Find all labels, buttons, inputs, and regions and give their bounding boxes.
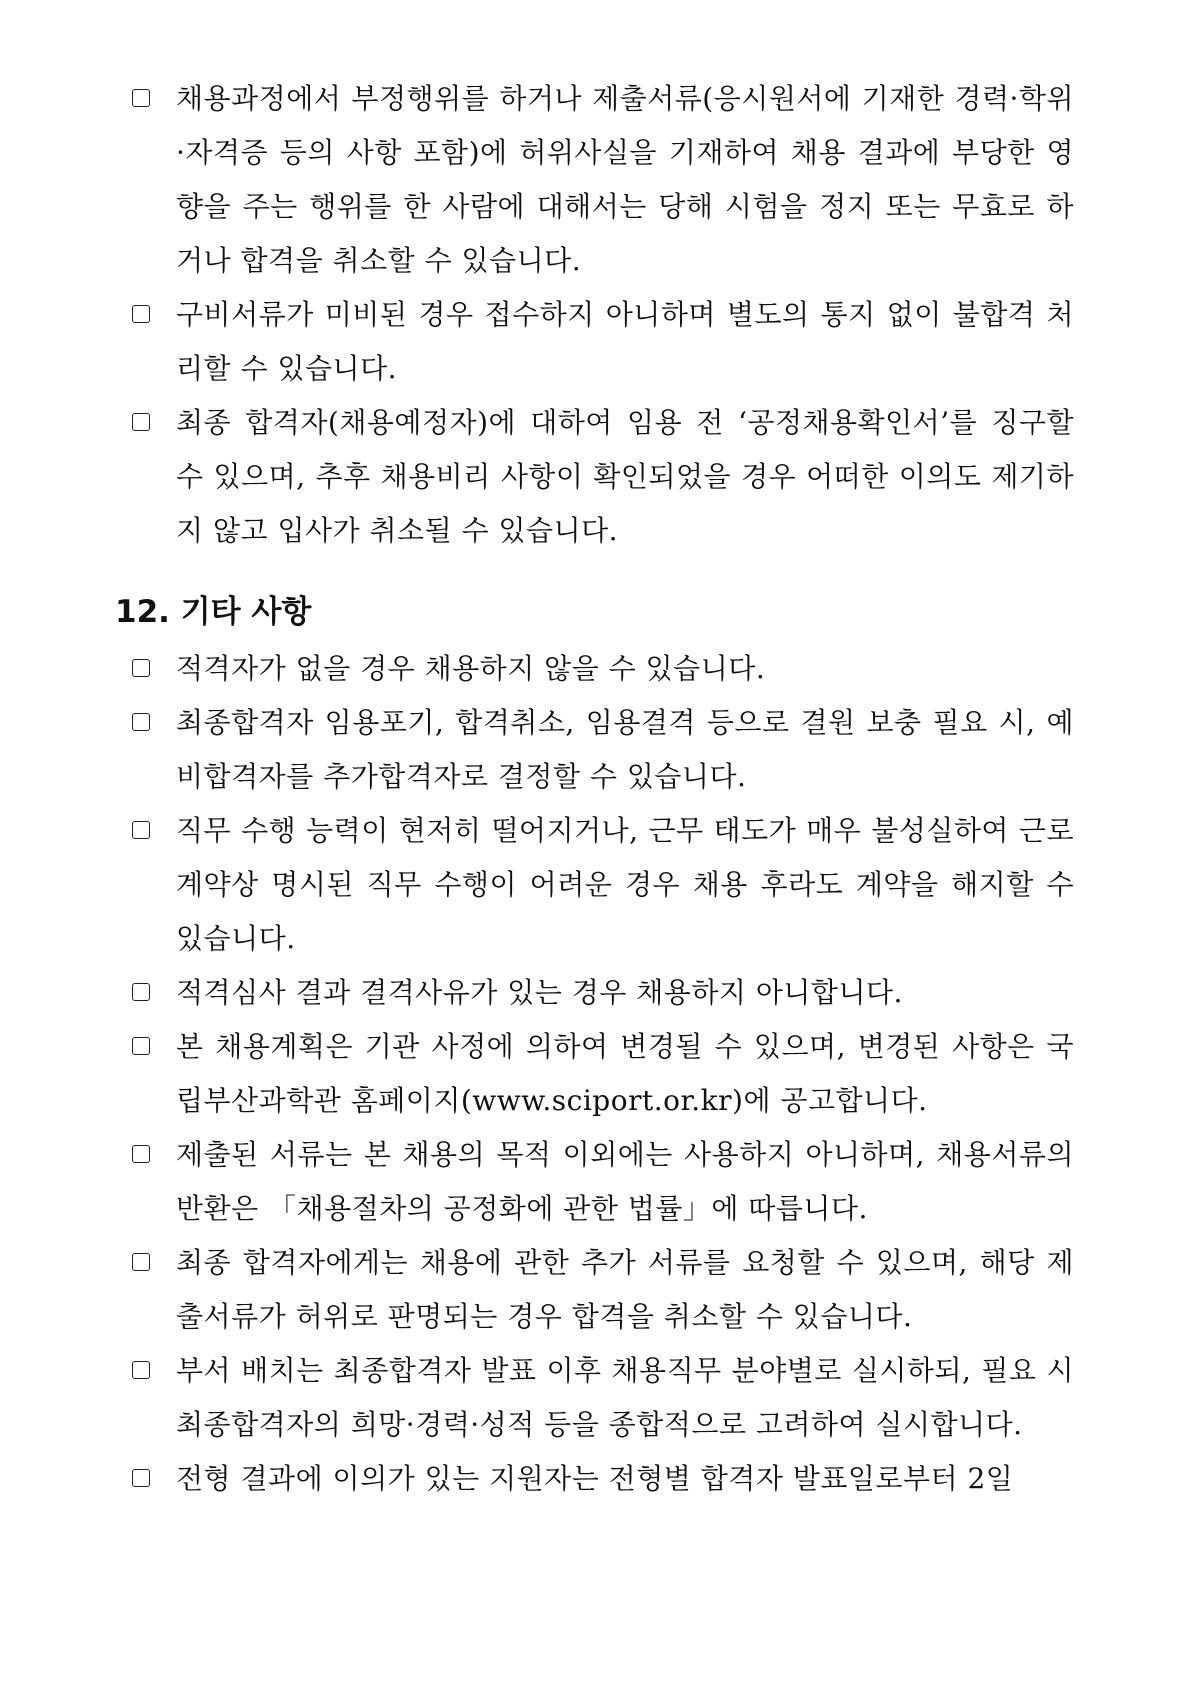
item-text: 제출된 서류는 본 채용의 목적 이외에는 사용하지 아니하며, 채용서류의 반환은 「채용절차의 공정화에 관한 법률」에 따릅니다.: [176, 1138, 1074, 1225]
checkbox-bullet-icon: [132, 1361, 150, 1379]
checkbox-bullet-icon: [132, 89, 150, 107]
item-text: 채용과정에서 부정행위를 하거나 제출서류(응시원서에 기재한 경력·학위·자격증 등의 사항 포함)에 허위사실을 기재하여 채용 결과에 부당한 영향을 주는 행위를 한 사람에 대해서는 당해 시험을 정지 또는 무효로 하거나 합격을 취소할 수 있습니다.: [176, 82, 1074, 277]
item-text: 최종 합격자에게는 채용에 관한 추가 서류를 요청할 수 있으며, 해당 제출서류가 허위로 판명되는 경우 합격을 취소할 수 있습니다.: [176, 1246, 1074, 1333]
list-item: [0, 1452, 1074, 1506]
item-text: 본 채용계획은 기관 사정에 의하여 변경될 수 있으며, 변경된 사항은 국립부산과학관 홈페이지(www.sciport.or.kr)에 공고합니다.: [176, 1030, 1074, 1117]
list-item: [0, 1020, 1074, 1128]
checkbox-bullet-icon: [132, 821, 150, 839]
section-heading: 12. 기타 사항: [115, 594, 312, 630]
item-text: 최종합격자 임용포기, 합격취소, 임용결격 등으로 결원 보충 필요 시, 예비합격자를 추가합격자로 결정할 수 있습니다.: [176, 706, 1074, 793]
notice-list-other-matters: [0, 642, 1190, 1506]
checkbox-bullet-icon: [132, 983, 150, 1001]
checkbox-bullet-icon: [132, 1253, 150, 1271]
checkbox-bullet-icon: [132, 305, 150, 323]
notice-list-top: [0, 72, 1190, 558]
item-text: 직무 수행 능력이 현저히 떨어지거나, 근무 태도가 매우 불성실하여 근로계약상 명시된 직무 수행이 어려운 경우 채용 후라도 계약을 해지할 수 있습니다.: [176, 814, 1074, 955]
list-item: [0, 1344, 1074, 1452]
checkbox-bullet-icon: [132, 1469, 150, 1487]
item-text: 적격심사 결과 결격사유가 있는 경우 채용하지 아니합니다.: [176, 976, 903, 1009]
list-item: [0, 804, 1074, 966]
list-item: [0, 396, 1074, 558]
checkbox-bullet-icon: [132, 1037, 150, 1055]
item-text: 전형 결과에 이의가 있는 지원자는 전형별 합격자 발표일로부터 2일: [176, 1462, 1014, 1495]
list-item: [0, 72, 1074, 288]
list-item: [0, 696, 1074, 804]
list-item: [0, 1236, 1074, 1344]
list-item: [0, 288, 1074, 396]
checkbox-bullet-icon: [132, 1145, 150, 1163]
checkbox-bullet-icon: [132, 713, 150, 731]
item-text: 적격자가 없을 경우 채용하지 않을 수 있습니다.: [176, 652, 766, 685]
list-item: [0, 642, 1074, 696]
item-text: 최종 합격자(채용예정자)에 대하여 임용 전 ‘공정채용확인서’를 징구할 수 있으며, 추후 채용비리 사항이 확인되었을 경우 어떠한 이의도 제기하지 않고 입사가 취소될 수 있습니다.: [176, 406, 1074, 547]
item-text: 부서 배치는 최종합격자 발표 이후 채용직무 분야별로 실시하되, 필요 시 최종합격자의 희망·경력·성적 등을 종합적으로 고려하여 실시합니다.: [176, 1354, 1074, 1441]
list-item: [0, 966, 1074, 1020]
checkbox-bullet-icon: [132, 659, 150, 677]
checkbox-bullet-icon: [132, 413, 150, 431]
list-item: [0, 1128, 1074, 1236]
item-text: 구비서류가 미비된 경우 접수하지 아니하며 별도의 통지 없이 불합격 처리할 수 있습니다.: [176, 298, 1074, 385]
